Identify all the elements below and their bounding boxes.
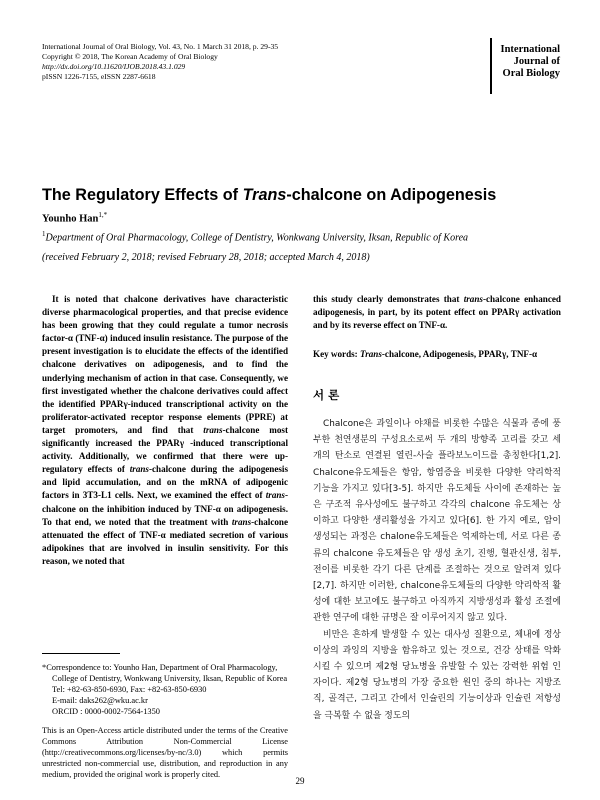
abstract-right: this study clearly demonstrates that trans-chalcone enhanced adipogenesis, in part, by its potent effect on PPARγ activation and by its reverse effect on TNF-α. xyxy=(313,294,561,331)
footnote-divider xyxy=(42,653,120,654)
correspondence-line: College of Dentistry, Wonkwang University, Iksan, Republic of Korea xyxy=(52,674,288,683)
intro-paragraph: Chalcone은 과일이나 야채를 비롯한 수많은 식물과 종에 풍부한 천연생분의 구성요소로써 두 개의 방향족 고리를 갖고 세 개의 탄소로 연결된 열린-사슬 플라보노이드를 총칭한다[1,2]. Chalcone유도체들은 항암, 항염증을 비롯한 다양한 약리학적 기능을 가지고 있다[3-5]. 하지만 유도체들 사이에 존재하는 높은 구조적 유사성에도 불구하고 각각의 chalcone 유도체는 상이하고 다양한 생리활성을 가지고 있다[6]. 한 가지 예로, 암이 생성되는 과정은 chalone유도체들은 억제하는데, 서로 다른 종류의 chalcone 유도체들은 암 생성 초기, 진행, 혈관신생, 침투, 전이를 비롯한 각기 다른 단계를 조절하는 것으로 알려져 있다[2,7]. 하지만 이러한, chalcone유도체들의 다양한 약리학적 활성에 대한 보고에도 불구하고 아직까지 지방생성과 활성 조절에 관한 연구에 대한 규명은 잘 이루어지지 않고 있다. xyxy=(313,419,561,624)
abstract-left: It is noted that chalcone derivatives have characteristic diverse pharmacological properties, and that precise evidence has been growing that they could regulate a tumor necrosis factor-α (TNF-α) induced insulin resistance. The purpose of the present investigation is to elucidate the effects of the identified chalcone derivatives on adipogenesis, and to find the underlying mechanism of action in that case. Consequently, we first investigated whether the chalcone derivatives could affect the identified PPARγ-induced transcriptional activity on the proliferator-activated receptor response elements (PPRE) at target promoters, and find that trans-chalcone most significantly increased the PPARγ -induced transcriptional activity. Additionally, we confirmed that there were up-regulatory effects of trans-chalcone during the adipogenesis and lipid accumulation, and on the mRNA of adipogenic factors in 3T3-L1 cells. Next, we examined the effect of trans-chalcone on the inhibition induced by TNF-α on adipogenesis. To that end, we noted that the treatment with trans-chalcone attenuated the effect of TNF-α mediated secretion of various adipokines that are involved in insulin sensitivity. For this reason, we noted that xyxy=(42,294,288,566)
keywords: Key words: Trans-chalcone, Adipogenesis, PPARγ, TNF-α xyxy=(313,349,538,359)
correspondence-phone: Tel: +82-63-850-6930, Fax: +82-63-850-6930 xyxy=(52,685,207,694)
correspondence-note xyxy=(42,662,288,717)
title-italic: Trans xyxy=(242,186,287,204)
keywords-list: -chalcone, Adipogenesis, PPARγ, TNF-α xyxy=(381,349,538,359)
doi-link[interactable]: http://dx.doi.org/10.11620/IJOB.2018.43.1.029 xyxy=(42,62,186,71)
page-number: 29 xyxy=(295,776,305,786)
journal-name-line: Oral Biology xyxy=(502,68,560,79)
journal-name-line: Journal of xyxy=(513,56,560,67)
article-dates: (received February 2, 2018; revised February 28, 2018; accepted March 4, 2018) xyxy=(42,252,370,263)
affiliation-superscript: 1 xyxy=(42,230,46,238)
title-text: -chalcone on Adipogenesis xyxy=(286,186,497,204)
correspondence-line: *Correspondence to: Younho Han, Department of Oral Pharmacology, xyxy=(42,663,278,672)
citation-line: International Journal of Oral Biology, Vol. 43, No. 1 March 31 2018, p. 29-35 xyxy=(42,42,279,51)
author-superscript: 1,* xyxy=(98,211,108,219)
keywords-label: Key words: xyxy=(313,349,360,359)
title-text: The Regulatory Effects of xyxy=(42,186,243,204)
correspondence-email[interactable]: E-mail: daks262@wku.ac.kr xyxy=(52,696,148,705)
author-line xyxy=(42,211,107,225)
author-name: Younho Han xyxy=(42,213,99,225)
license-note: This is an Open-Access article distributed under the terms of the Creative Commons Attribution Non-Commercial License (http://creativecommons.org/licenses/by-nc/3.0) which permits unrestricted non-commercial use, distribution, and reproduction in any medium, provided the original work is properly cited. xyxy=(42,726,288,779)
affiliation xyxy=(42,230,468,243)
paper-title xyxy=(42,186,496,205)
journal-name-box xyxy=(490,38,562,94)
introduction-body xyxy=(313,416,561,724)
intro-paragraph: 비만은 흔하게 발생할 수 있는 대사성 질환으로, 체내에 정상이상의 과잉의 지방을 함유하고 있는 것으로, 건강 상태를 악화시킬 수 있으며 제2형 당뇨병을 유발할 수 있는 강력한 위험 인자이다. 제2형 당뇨병의 가장 중요한 원인 중의 하나는 지방조직, 골격근, 그리고 간에서 인슐린의 기능이상과 인슐린 저항성을 극복할 수 없을 정도의 xyxy=(313,629,561,721)
issn-line: pISSN 1226-7155, eISSN 2287-6618 xyxy=(42,72,156,81)
copyright-line: Copyright © 2018, The Korean Academy of Oral Biology xyxy=(42,52,218,61)
section-heading: 서 론 xyxy=(313,388,340,402)
affiliation-text: Department of Oral Pharmacology, College of Dentistry, Wonkwang University, Iksan, Republic of Korea xyxy=(45,232,469,244)
journal-header xyxy=(42,42,278,82)
correspondence-orcid: ORCID : 0000-0002-7564-1350 xyxy=(52,707,160,716)
journal-name-line: International xyxy=(500,44,560,55)
